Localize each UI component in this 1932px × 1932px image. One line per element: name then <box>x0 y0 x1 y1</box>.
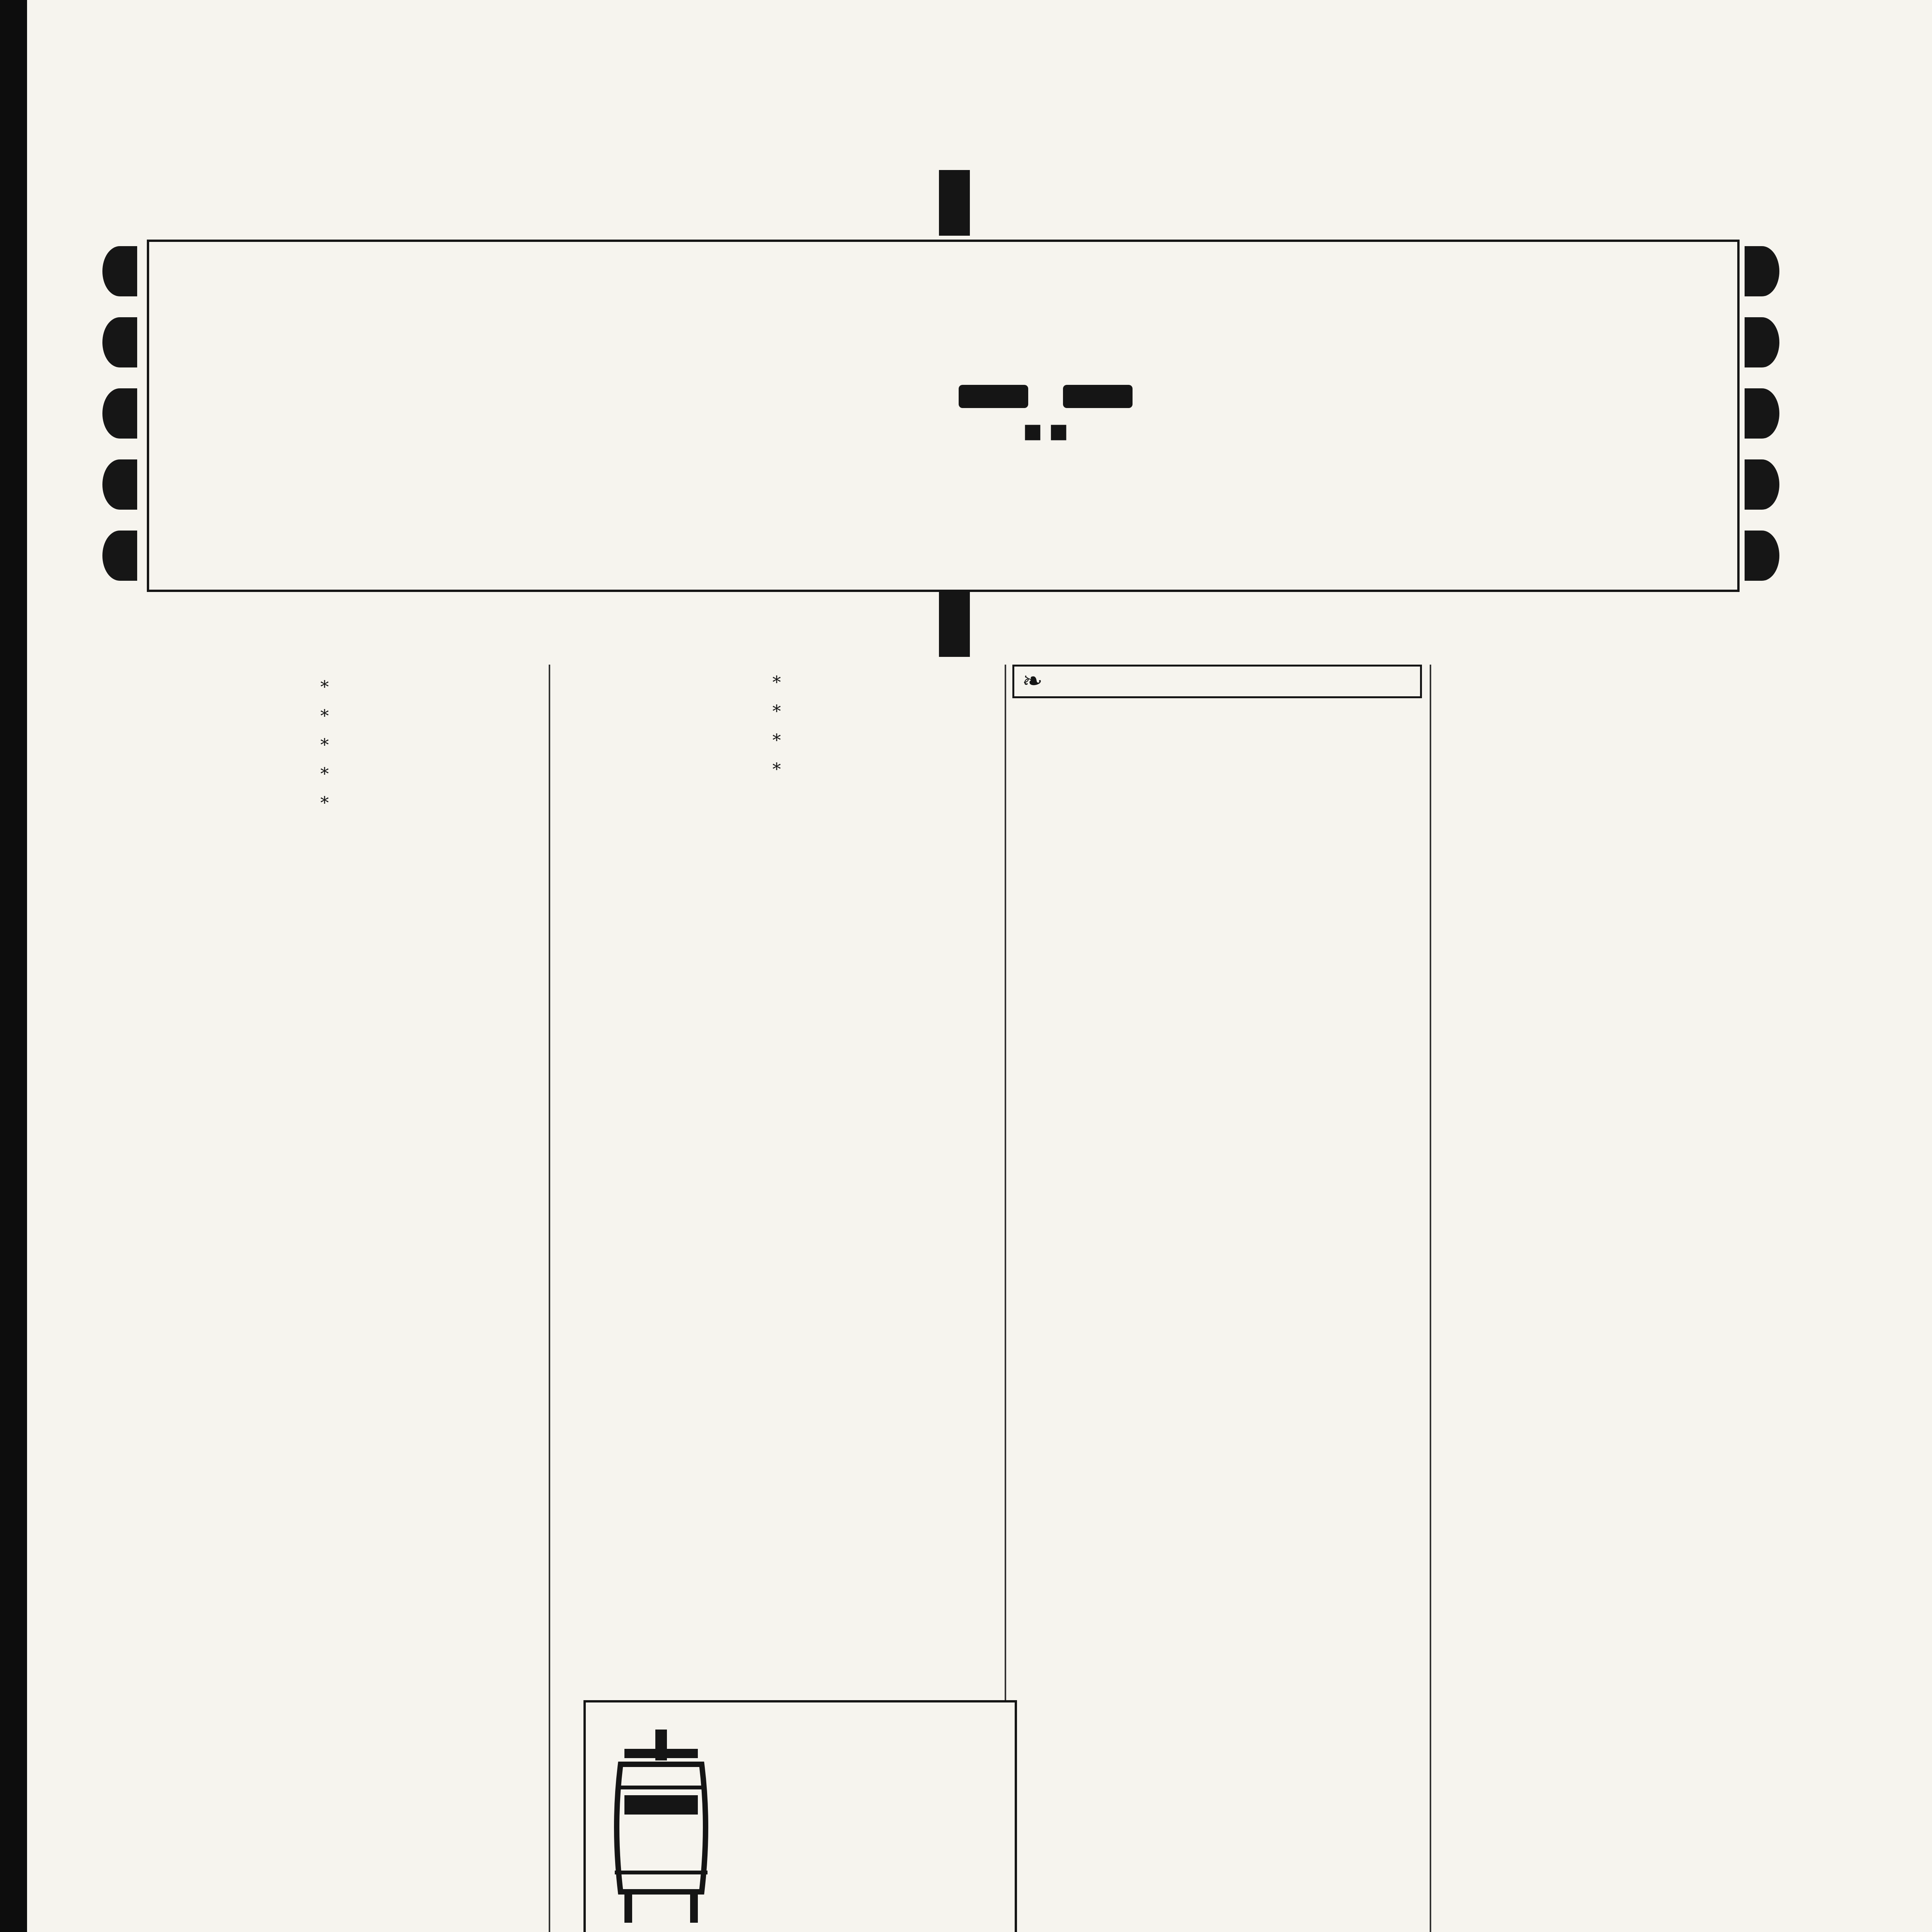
separator: * <box>320 735 329 755</box>
column-4 <box>1437 665 1851 672</box>
ornament-border-left <box>97 236 143 591</box>
separator: * <box>772 702 781 721</box>
column-rule <box>1430 665 1431 1932</box>
separator: * <box>320 677 329 697</box>
ornament-center-top <box>939 170 970 236</box>
column-3 <box>1012 665 1422 707</box>
bank-services <box>736 381 1355 458</box>
washing-barrel-icon <box>601 1726 733 1927</box>
separator: * <box>772 731 781 750</box>
pointing-hand-icon <box>1063 385 1133 408</box>
separator: * <box>320 764 329 784</box>
rubric-political <box>1012 665 1422 698</box>
scan-edge-left <box>0 0 27 1932</box>
column-2 <box>556 665 997 1692</box>
column-1 <box>108 665 541 821</box>
ornament-border-right <box>1739 236 1785 591</box>
longterm-deposits: ■ ■ <box>1023 420 1068 443</box>
bank-advertisement <box>97 170 1785 657</box>
column-rule <box>549 665 550 1932</box>
separator: * <box>320 706 329 726</box>
separator: * <box>772 673 781 692</box>
pointing-hand-icon <box>959 385 1028 408</box>
bank-ad-box <box>147 240 1740 592</box>
rubric-ornament-icon: ❧ <box>1022 667 1043 696</box>
separator: * <box>772 760 781 779</box>
interest-rate-row <box>736 385 1355 408</box>
ornament-center-bottom <box>939 591 970 657</box>
separator: * <box>320 793 329 813</box>
ideal-washer-ad <box>583 1700 1017 1932</box>
